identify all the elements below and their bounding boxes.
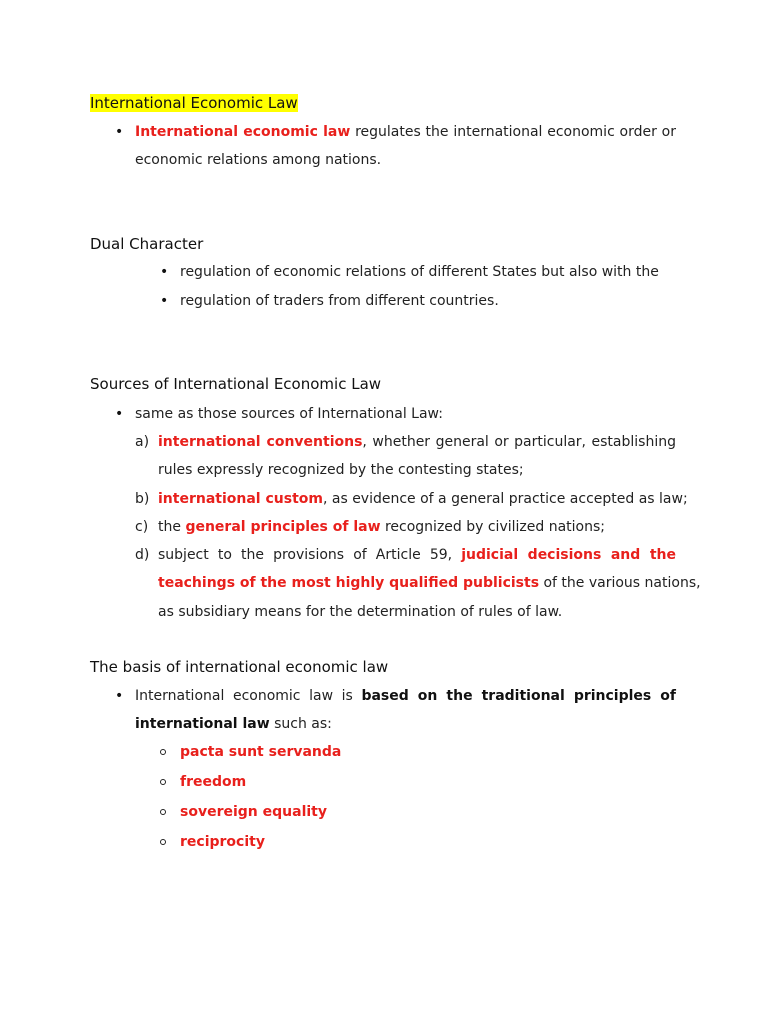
heading-international-economic-law [90,94,298,112]
heading-basis: The basis of international economic law [90,658,389,676]
principle-item: freedom [180,774,247,790]
bold-term: international law [135,716,270,732]
red-term: International economic law [135,124,351,140]
circle-bullet-icon [160,749,166,755]
basis-paragraph-line2 [135,714,332,734]
source-b [158,489,688,509]
text: regulates the international economic order or [350,124,676,140]
source-c [158,517,605,537]
bullet-icon: • [160,264,169,280]
circle-bullet-icon [160,839,166,845]
red-term: judicial decisions and the [461,547,676,563]
red-term: international conventions [158,434,363,450]
red-term: teachings of the most highly qualified publicists [158,575,540,591]
red-term: general principles of law [185,519,381,535]
sources-intro: same as those sources of International Law: [135,406,443,422]
text: , as evidence of a general practice accepted as law; [322,491,688,507]
heading-text: International Economic Law [90,94,298,112]
bold-term: based on the traditional principles of [361,688,676,704]
principle-item: pacta sunt servanda [180,744,342,760]
text: recognized by civilized nations; [380,519,605,535]
source-d-line1 [158,545,676,565]
list-marker-b: b) [135,491,150,507]
dual-character-item-2: regulation of traders from different countries. [180,293,499,309]
text: International economic law is [135,688,362,704]
principle-item: reciprocity [180,834,265,850]
heading-sources: Sources of International Economic Law [90,375,382,393]
source-a-line2: rules expressly recognized by the contesting states; [158,462,524,478]
list-marker-c: c) [135,519,149,535]
text: , whether general or particular, establishing [362,434,676,450]
circle-bullet-icon [160,809,166,815]
list-marker-a: a) [135,434,150,450]
circle-bullet-icon [160,779,166,785]
bullet-icon: • [115,688,124,704]
bullet-icon: • [115,406,124,422]
source-d-line3: as subsidiary means for the determination of rules of law. [158,604,563,620]
section1-paragraph-line1 [135,122,676,142]
principle-item: sovereign equality [180,804,327,820]
red-term: international custom [158,491,323,507]
text: of the various nations, [539,575,701,591]
text: the [158,519,186,535]
source-d-line2 [158,573,701,593]
text: subject to the provisions of Article 59, [158,547,462,563]
basis-paragraph-line1 [135,686,676,706]
heading-dual-character: Dual Character [90,235,204,253]
list-marker-d: d) [135,547,150,563]
source-a-line1 [158,432,676,452]
text: such as: [269,716,332,732]
section1-paragraph-line2: economic relations among nations. [135,152,382,168]
dual-character-item-1: regulation of economic relations of different States but also with the [180,264,659,280]
bullet-icon: • [115,124,124,140]
bullet-icon: • [160,293,169,309]
